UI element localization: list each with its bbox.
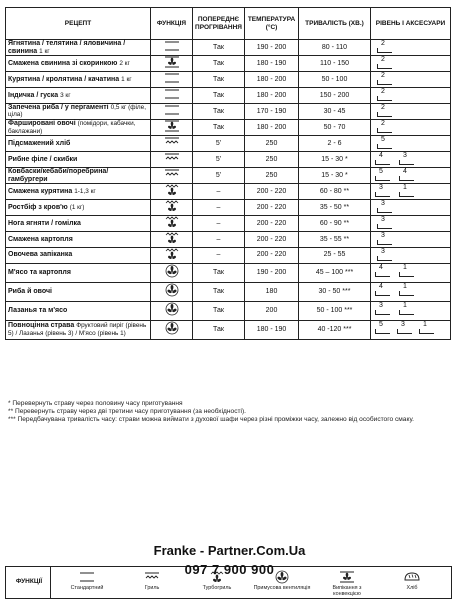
level-cell: [371, 320, 451, 339]
rack-icon: [377, 80, 392, 85]
temperature-cell: 200 - 220: [245, 200, 299, 216]
recipe-title: Риба й овочі: [8, 287, 52, 295]
level-number: 3: [401, 320, 405, 328]
table-row: [6, 231, 451, 247]
level-cell: [371, 247, 451, 263]
preheat-cell: 5': [193, 136, 245, 152]
table-header-row: [6, 8, 451, 40]
header-recipe: РЕЦЕПТ: [6, 8, 151, 40]
level-number: 3: [403, 152, 407, 160]
recipe-subtitle: 2 кг: [119, 59, 130, 67]
recipe-title: Смажена свинина зі скоринкою: [8, 59, 118, 67]
level-number: 4: [379, 152, 383, 160]
rack-icon: [377, 96, 392, 101]
preheat-cell: 5': [193, 152, 245, 168]
header-level: РІВЕНЬ І АКСЕСУАРИ: [371, 8, 451, 40]
recipe-name: [6, 231, 151, 247]
level-cell: [371, 40, 451, 56]
level-number: 5: [379, 168, 383, 176]
recipe-title: Лазанья та м'ясо: [8, 306, 68, 314]
preheat-cell: Так: [193, 301, 245, 320]
level-number: 1: [423, 320, 427, 328]
turbo-grill-icon: [151, 184, 193, 200]
conventional-icon: [151, 103, 193, 119]
turbo-grill-icon: [151, 200, 193, 216]
functions-title: ФУНКЦІЇ: [15, 578, 43, 585]
rack-icon: [399, 310, 414, 315]
recipe-title: Нога ягняти / гомілка: [8, 219, 81, 227]
recipe-table: [5, 7, 451, 340]
duration-cell: 25 - 55: [299, 247, 371, 263]
convection-fan-icon: [151, 263, 193, 282]
recipe-title: Підсмажений хліб: [8, 139, 71, 147]
duration-cell: 35 - 50 **: [299, 200, 371, 216]
table-row: [6, 200, 451, 216]
recipe-name: [6, 247, 151, 263]
rack-icon: [399, 291, 414, 296]
recipe-subtitle: (помідори, кабачки, баклажани): [8, 120, 136, 135]
function-label: Стандартний: [70, 585, 104, 591]
level-cell: [371, 72, 451, 88]
level-number: 1: [403, 301, 407, 309]
level-number: 1: [403, 263, 407, 271]
preheat-cell: Так: [193, 320, 245, 339]
recipe-name: [6, 200, 151, 216]
preheat-cell: –: [193, 231, 245, 247]
turbo-grill-icon: [151, 231, 193, 247]
duration-cell: 50 - 70: [299, 120, 371, 136]
header-preheat: ПОПЕРЕДНЄ ПРОГРІВАННЯ: [193, 8, 245, 40]
recipe-subtitle: 1-1,3 кг: [74, 187, 96, 195]
preheat-cell: Так: [193, 72, 245, 88]
table-row: [6, 263, 451, 282]
level-number: 4: [379, 263, 383, 271]
grill-icon: [151, 152, 193, 168]
rack-icon: [375, 272, 390, 277]
grill-icon: [151, 136, 193, 152]
level-number: 3: [379, 301, 383, 309]
recipe-subtitle: 1 кг: [121, 75, 132, 83]
duration-cell: 45 – 100 ***: [299, 263, 371, 282]
recipe-title: Смажена курятина: [8, 187, 73, 195]
duration-cell: 60 - 90 **: [299, 215, 371, 231]
recipe-subtitle: 3 кг: [60, 91, 71, 99]
function-label: Хліб: [406, 585, 418, 591]
recipe-name: [6, 301, 151, 320]
temperature-cell: 200 - 220: [245, 231, 299, 247]
table-row: [6, 168, 451, 184]
table-row: [6, 247, 451, 263]
level-cell: [371, 215, 451, 231]
temperature-cell: 180 - 200: [245, 87, 299, 103]
duration-cell: 15 - 30 *: [299, 152, 371, 168]
table-row: [6, 120, 451, 136]
recipe-name: [6, 168, 151, 184]
preheat-cell: Так: [193, 87, 245, 103]
preheat-cell: Так: [193, 120, 245, 136]
footnote-3: *** Передбачувана тривалість часу: страви можна виймати з духової шафи через різні проміжки часу, залежно від особистого смаку.: [8, 416, 414, 424]
footnote-1: * Перевернуть страву через половину часу приготування: [8, 400, 183, 407]
rack-icon: [377, 128, 392, 133]
rack-icon: [375, 160, 390, 165]
recipe-subtitle: (1 кг): [69, 203, 85, 211]
recipe-title: Індичка / гуска: [8, 91, 59, 99]
turbo-grill-icon: [151, 215, 193, 231]
level-cell: [371, 103, 451, 119]
level-cell: [371, 120, 451, 136]
level-number: 4: [379, 282, 383, 290]
temperature-cell: 200: [245, 301, 299, 320]
preheat-cell: Так: [193, 56, 245, 72]
temperature-cell: 250: [245, 168, 299, 184]
rack-icon: [377, 144, 392, 149]
temperature-cell: 190 - 200: [245, 263, 299, 282]
turbo-grill-icon: [151, 247, 193, 263]
recipe-name: [6, 56, 151, 72]
preheat-cell: –: [193, 215, 245, 231]
footnote-2: ** Перевернуть страву через дві третини часу приготування (за необхідності).: [8, 408, 247, 416]
recipe-title: Ростбіф з кров'ю: [8, 203, 68, 211]
rack-icon: [375, 291, 390, 296]
table-row: [6, 56, 451, 72]
recipe-title: Курятина / кролятина / качатина: [8, 75, 120, 83]
header-duration: ТРИВАЛІСТЬ (ХВ.): [299, 8, 371, 40]
level-cell: [371, 136, 451, 152]
recipe-title: Ягнятина / телятина / яловичина / свинина: [8, 40, 126, 55]
duration-cell: 150 - 200: [299, 87, 371, 103]
recipe-name: [6, 282, 151, 301]
level-cell: [371, 301, 451, 320]
rack-icon: [377, 224, 392, 229]
temperature-cell: 170 - 190: [245, 103, 299, 119]
preheat-cell: –: [193, 247, 245, 263]
convection-fan-icon: [151, 320, 193, 339]
convection-bake-icon: [151, 120, 193, 136]
level-cell: [371, 184, 451, 200]
recipe-subtitle: Фруктовий пиріг (рівень 5) / Лазанья (рівень 3) / М'ясо (рівень 1): [8, 322, 147, 337]
temperature-cell: 180 - 190: [245, 56, 299, 72]
rack-icon: [377, 240, 392, 245]
rack-icon: [399, 192, 414, 197]
rack-icon: [419, 329, 434, 334]
temperature-cell: 250: [245, 152, 299, 168]
duration-cell: 30 - 45: [299, 103, 371, 119]
preheat-cell: Так: [193, 103, 245, 119]
duration-cell: 15 - 30 *: [299, 168, 371, 184]
convection-fan-icon: [151, 301, 193, 320]
preheat-cell: Так: [193, 40, 245, 56]
temperature-cell: 200 - 220: [245, 184, 299, 200]
temperature-cell: 200 - 220: [245, 215, 299, 231]
level-number: 5: [381, 136, 385, 144]
preheat-cell: –: [193, 184, 245, 200]
recipe-title: Овочева запіканка: [8, 251, 73, 259]
duration-cell: 60 - 80 **: [299, 184, 371, 200]
level-number: 1: [403, 184, 407, 192]
level-cell: [371, 200, 451, 216]
table-row: [6, 72, 451, 88]
recipe-name: [6, 120, 151, 136]
recipe-name: [6, 215, 151, 231]
function-label: Випікання з конвекцією: [332, 585, 362, 597]
duration-cell: 50 - 100: [299, 72, 371, 88]
rack-icon: [377, 208, 392, 213]
grill-icon: [151, 168, 193, 184]
table-row: [6, 136, 451, 152]
recipe-title: Ковбаски/кебаби/поребрина/ гамбургери: [8, 168, 109, 183]
recipe-title: М'ясо та картопля: [8, 268, 71, 276]
temperature-cell: 190 - 200: [245, 40, 299, 56]
preheat-cell: Так: [193, 282, 245, 301]
temperature-cell: 200 - 220: [245, 247, 299, 263]
header-temperature: ТЕМПЕРАТУРА (°С): [245, 8, 299, 40]
level-number: 2: [381, 87, 385, 95]
recipe-subtitle: 1 кг: [39, 47, 50, 55]
preheat-cell: 5': [193, 168, 245, 184]
duration-cell: 50 - 100 ***: [299, 301, 371, 320]
rack-icon: [377, 112, 392, 117]
recipe-title: Повноцінна страва: [8, 322, 75, 330]
recipe-name: [6, 72, 151, 88]
rack-icon: [375, 192, 390, 197]
function-label: Гриль: [144, 585, 160, 591]
table-row: [6, 320, 451, 339]
function-label: Примусова вентиляція: [253, 585, 311, 591]
level-number: 5: [379, 320, 383, 328]
duration-cell: 35 - 55 **: [299, 231, 371, 247]
table-row: [6, 103, 451, 119]
duration-cell: 30 - 50 ***: [299, 282, 371, 301]
level-cell: [371, 282, 451, 301]
level-number: 3: [381, 215, 385, 223]
level-cell: [371, 87, 451, 103]
rack-icon: [397, 329, 412, 334]
function-label: Турбогриль: [202, 585, 232, 591]
header-function: ФУНКЦІЯ: [151, 8, 193, 40]
table-row: [6, 301, 451, 320]
level-number: 3: [381, 247, 385, 255]
conventional-icon: [151, 72, 193, 88]
level-number: 4: [403, 168, 407, 176]
recipe-name: [6, 40, 151, 56]
rack-icon: [377, 64, 392, 69]
level-number: 2: [381, 103, 385, 111]
phone-number: 097 7 900 900: [184, 562, 275, 577]
recipe-title: Смажена картопля: [8, 235, 73, 243]
table-row: [6, 215, 451, 231]
level-number: 2: [381, 40, 385, 47]
table-row: [6, 282, 451, 301]
rack-icon: [375, 176, 390, 181]
level-number: 1: [403, 282, 407, 290]
level-number: 3: [379, 184, 383, 192]
rack-icon: [375, 310, 390, 315]
duration-cell: 2 - 6: [299, 136, 371, 152]
recipe-name: [6, 103, 151, 119]
recipe-title: Рибне філе / скибки: [8, 155, 78, 163]
temperature-cell: 180 - 200: [245, 72, 299, 88]
recipe-name: [6, 152, 151, 168]
conventional-icon: [151, 87, 193, 103]
table-row: [6, 40, 451, 56]
level-number: 3: [381, 200, 385, 208]
level-number: 2: [381, 72, 385, 80]
duration-cell: 80 - 110: [299, 40, 371, 56]
recipe-name: [6, 320, 151, 339]
conventional-icon: [151, 40, 193, 56]
rack-icon: [399, 160, 414, 165]
convection-bake-icon: [151, 56, 193, 72]
level-cell: [371, 56, 451, 72]
rack-icon: [377, 256, 392, 261]
level-cell: [371, 168, 451, 184]
recipe-name: [6, 87, 151, 103]
rack-icon: [399, 176, 414, 181]
table-row: [6, 184, 451, 200]
table-row: [6, 87, 451, 103]
duration-cell: 110 - 150: [299, 56, 371, 72]
temperature-cell: 250: [245, 136, 299, 152]
watermark-text: Franke - Partner.Com.Ua: [153, 543, 306, 558]
convection-fan-icon: [151, 282, 193, 301]
recipe-subtitle: 0,5 кг (філе, ціла): [8, 103, 146, 119]
level-cell: [371, 152, 451, 168]
preheat-cell: –: [193, 200, 245, 216]
level-cell: [371, 231, 451, 247]
footnotes: [8, 400, 448, 425]
level-number: 2: [381, 56, 385, 64]
level-number: 3: [381, 231, 385, 239]
recipe-title: Запечена риба / у пергаменті: [8, 103, 109, 111]
temperature-cell: 180: [245, 282, 299, 301]
recipe-name: [6, 184, 151, 200]
table-row: [6, 152, 451, 168]
level-cell: [371, 263, 451, 282]
rack-icon: [377, 48, 392, 53]
temperature-cell: 180 - 200: [245, 120, 299, 136]
duration-cell: 40 -120 ***: [299, 320, 371, 339]
temperature-cell: 180 - 190: [245, 320, 299, 339]
recipe-name: [6, 263, 151, 282]
level-number: 2: [381, 120, 385, 128]
rack-icon: [375, 329, 390, 334]
recipe-name: [6, 136, 151, 152]
recipe-title: Фаршировані овочі: [8, 120, 76, 128]
rack-icon: [399, 272, 414, 277]
preheat-cell: Так: [193, 263, 245, 282]
